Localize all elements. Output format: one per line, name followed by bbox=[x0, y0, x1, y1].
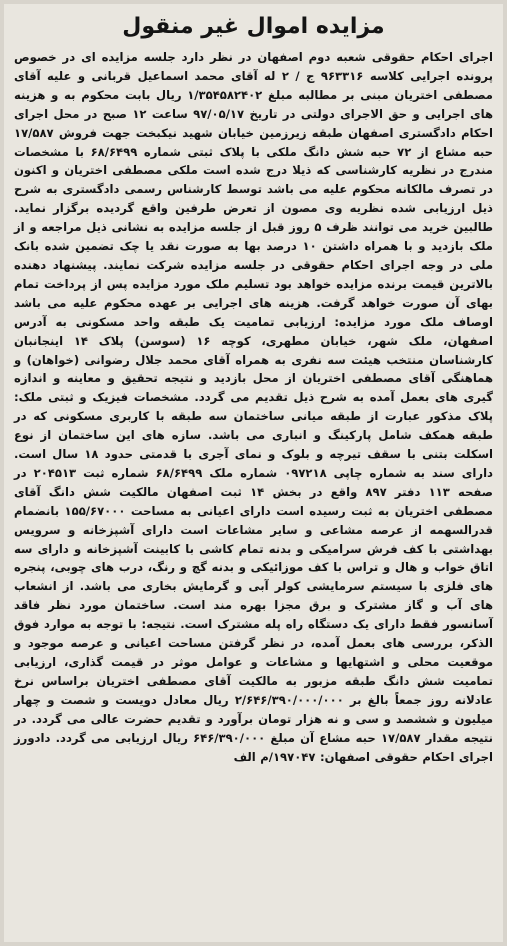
notice-body: اجرای احکام حقوقی شعبه دوم اصفهان در نظر دارد جلسه مزایده ای در خصوص پرونده اجرایی کلاسه ۹۶۳۳۱۶ ج / ۲ له آقای محمد اسماعیل قربانی و علیه آقای مصطفی اختریان مبنی بر مطالبه مبلغ ۱/۳۵۴۵۸۲۴۰۲ ریال بابت محکوم به و هزینه های اجرایی و حق الاجرای دولتی در تاریخ ۹۷/۰۵/۱۷ ساعت ۱۲ صبح در محل اجرای احکام دادگستری اصفهان طبقه زیرزمین خیابان شهید نیکبخت جهت فروش ۱۷/۵۸۷ حبه مشاع از ۷۲ حبه شش دانگ ملکی با پلاک ثبتی شماره ۶۸/۶۴۹۹ با مشخصات مندرج در نظریه کارشناسی که ذیلا درج شده است ملکی مصطفی اختریان و اکنون در تصرف مالکانه محکوم علیه می باشد توسط کارشناس رسمی دادگستری به شرح ذیل ارزیابی شده نظریه وی مصون از تعرض طرفین واقع گردیده برگزار نماید. طالبین خرید می توانند ظرف ۵ روز قبل از جلسه مزایده به نشانی ذیل مراجعه و از ملک بازدید و با همراه داشتن ۱۰ درصد بها به صورت نقد یا چک تضمین شده بانک ملی در وجه اجرای احکام حقوقی در جلسه مزایده شرکت نمایند. پیشنهاد دهنده بالاترین قیمت برنده مزایده خواهد بود تسلیم ملک مورد مزایده پس از پرداخت تمام بهای آن صورت خواهد گرفت. هزینه های اجرایی بر عهده محکوم علیه می باشد اوصاف ملک مورد مزایده: ارزیابی تمامیت یک طبقه واحد مسکونی به آدرس اصفهان، ملک شهر، خیابان مطهری، کوچه ۱۶ (سوسن) پلاک ۱۴ اینجانبان کارشناسان منتخب هیئت سه نفری به همراه آقای محمد جلال رضوانی (خواهان) و هماهنگی آقای مصطفی اختریان از محل بازدید و نتیجه تحقیق و معاینه و اندازه گیری های بعمل آمده به شرح ذیل تقدیم می گردد. مشخصات فیزیک و ثبتی ملک: پلاک مذکور عبارت از طبقه میانی ساختمان سه طبقه با کاربری مسکونی که در طبقه همکف شامل پارکینگ و انباری می باشد. سازه های این ساختمان از نوع اسکلت بتنی با سقف تیرچه و بلوک و نمای آجری با قدمتی حدود ۱۸ سال است. دارای سند به شماره چاپی ۰۹۷۲۱۸ شماره ملک ۶۸/۶۴۹۹ شماره ثبت ۲۰۴۵۱۳ در صفحه ۱۱۳ دفتر ۸۹۷ واقع در بخش ۱۴ ثبت اصفهان مالکیت شش دانگ آقای مصطفی اختریان به ثبت رسیده است دارای اعیانی به مساحت ۱۵۵/۶۷۰۰۰ بانضمام قدرالسهمه از عرصه مشاعی و سایر مشاعات است دارای آشپزخانه و سرویس بهداشتی با کف فرش سرامیکی و بدنه تمام کاشی با کابینت آشپزخانه و دارای سه اتاق خواب و هال و تراس با کف موزائیکی و بدنه گچ و رنگ، درب های چوبی، پنجره های فلزی با سیستم سرمایشی کولر آبی و گرمایش بخاری می باشد. از انشعاب های آب و گاز مشترک و برق مجزا بهره مند است. ساختمان مورد نظر فاقد آسانسور فقط دارای یک دستگاه راه پله مشترک است. نتیجه: با توجه به موارد فوق الذکر، بررسی های بعمل آمده، در نظر گرفتن مساحت اعیانی و عرصه موجود و موقعیت محلی و اشتهایها و مشاعات و عوامل موثر در قیمت گذاری، ارزیابی تمامیت شش دانگ طبقه مزبور به مالکیت آقای مصطفی اختریان براساس نرخ عادلانه روز جمعاً بالغ بر ۲/۶۴۶/۳۹۰/۰۰۰/۰۰۰ ریال معادل دویست و شصت و چهار میلیون و ششصد و سی و نه هزار تومان برآورد و تقدیم حضرت عالی می گردد. در نتیجه مقدار ۱۷/۵۸۷ حبه مشاع آن مبلغ ۶۴۶/۳۹۰/۰۰۰ ریال ارزیابی می گردد. دادورز اجرای احکام حقوقی اصفهان: ۱۹۷۰۴۷/م الف bbox=[14, 50, 494, 764]
notice-title: مزایده اموال غیر منقول bbox=[122, 14, 385, 39]
newspaper-notice bbox=[4, 4, 503, 942]
